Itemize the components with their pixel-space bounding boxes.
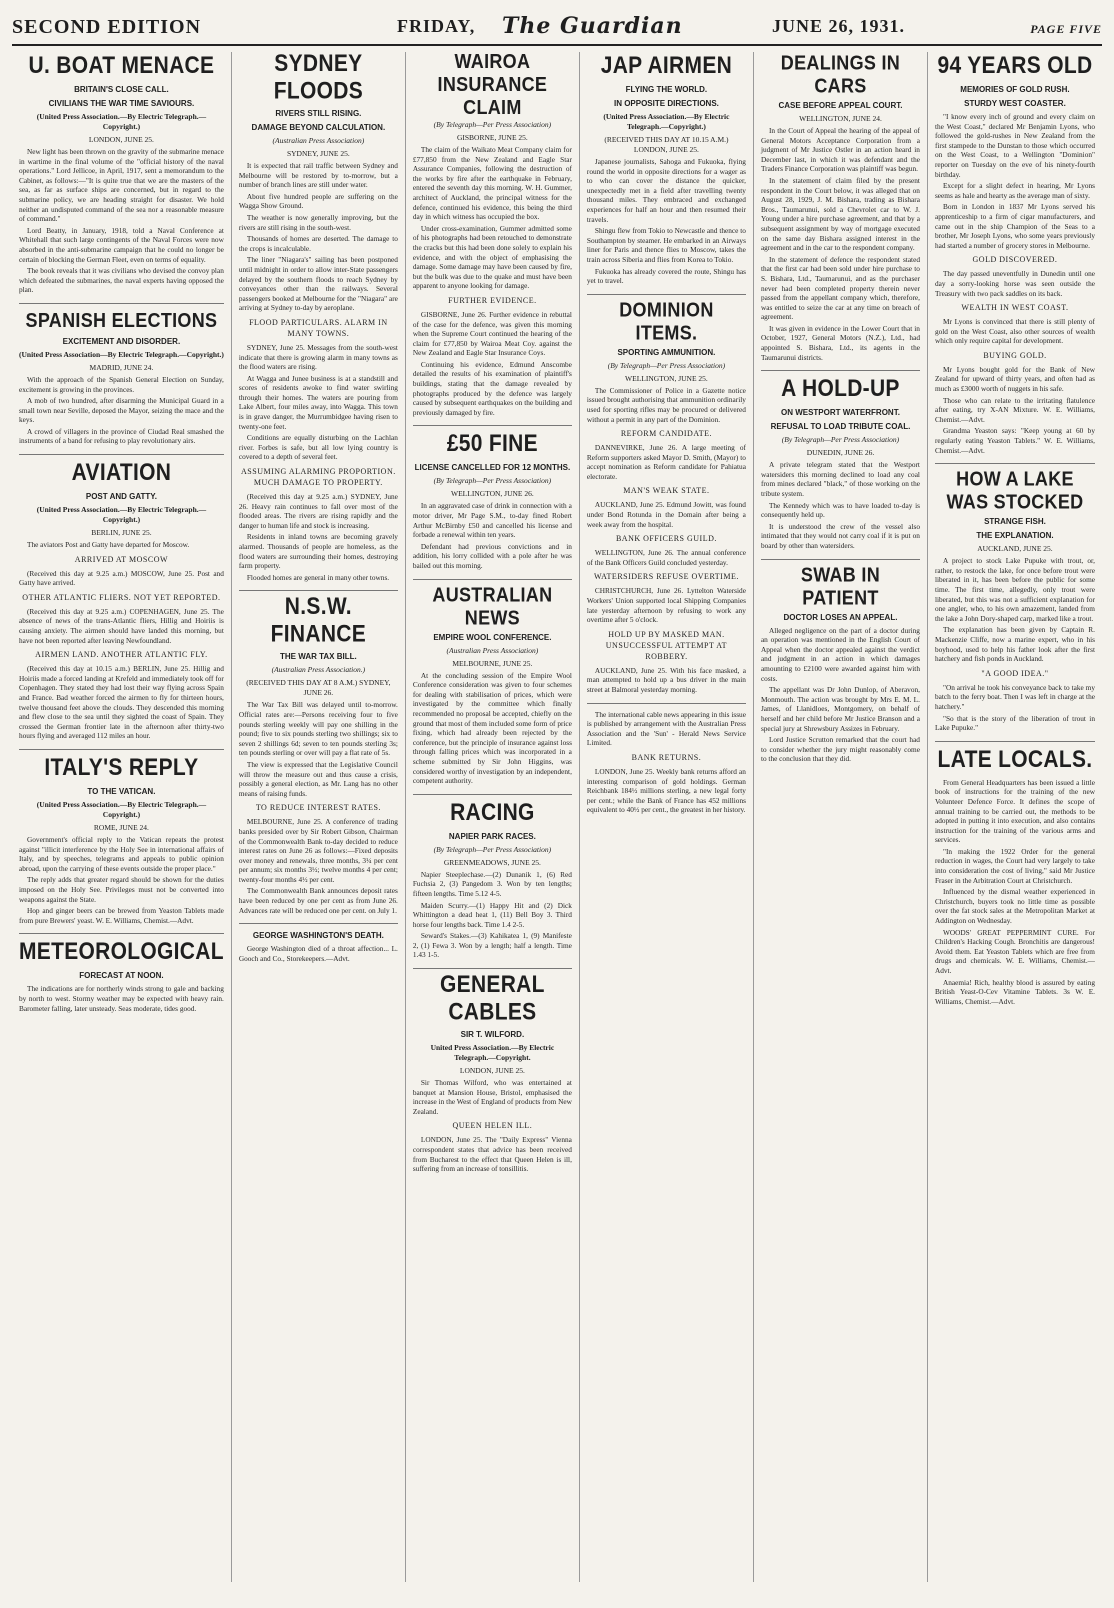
article-paragraph: Alleged negligence on the part of a doctor during an operation was mentioned in the English Court of Appeal when the doctor appealed against the verdict and judgment in an action in which damages amounting to £2100 were awarded against him with costs. — [760, 625, 920, 683]
dateline: SYDNEY, JUNE 25. — [286, 149, 350, 158]
article-paragraph: The day passed uneventfully in Dunedin until one day a sorry-looking horse was seen outside the Treasury with two pack saddles on its back. — [934, 269, 1095, 298]
article-paragraph: In the statement of claim filed by the present respondent in the Court below, it was alleged that on August 28, 1929, J. M. Bishara, trading as Bishara Bros., Taumarunui, sold a Chevrolet car to W. J. Young under a hire purchase agreement, and that by a subsequent assignment by way of mortgage executed on the same day Bishara assigned interest in the agreement and in the car to the respondent company. — [760, 175, 920, 253]
column-1 — [12, 52, 232, 1582]
article-subheading: SPORTING AMMUNITION. — [617, 347, 716, 357]
column-4 — [580, 52, 754, 1582]
article-subheading: MEMORIES OF GOLD RUSH. — [960, 85, 1070, 94]
article — [19, 310, 224, 446]
article-headline: SYDNEY FLOODS — [273, 50, 364, 105]
article-paragraph: Fukuoka has already covered the route, Shingu has yet to travel. — [586, 266, 746, 286]
article-paragraph: From General Headquarters has been issued a little book of instructions for the training of the new Volunteer Defence Force. It defines the scope of annual training to be carried out, the methods to be adopted in putting it into execution, and also contains instruction for the training of the various arms and services. — [934, 777, 1095, 845]
article-paragraph: GISBORNE, June 26. Further evidence in rebuttal of the case for the defence, was given this morning when the Supreme Court continued the hearing of the claim for £77,850 by Wairoa Meat Coy. against the New Zealand and Eagle Star Insurance Coys. — [412, 309, 572, 358]
article-paragraph: CHRISTCHURCH, June 26. Lyttelton Waterside Workers' Union supported local Shipping Companies late yesterday afternoon by refusing to work any overtime after 5 o'clock. — [586, 586, 746, 625]
article-divider — [19, 749, 224, 750]
wire-credit: (By Telegraph—Per Press Association) — [433, 120, 552, 129]
column-2 — [232, 52, 406, 1582]
article — [412, 582, 572, 786]
article-paragraph: At the concluding session of the Empire Wool Conference consideration was given to four schemes for dealing with stabilisation of prices, which were investigated by the committee which finally recommended no proposal be accepted, chiefly on the ground that most of them included some form of price fixing, which had already been rejected by the conference, but the principle of insurance against loss through falling prices which was incorporated in a scheme submitted by Sir John Higgins, was considered worthy of investigation by an independent, competent authority. — [412, 670, 572, 786]
dateline: (RECEIVED THIS DAY AT 8 A.M.) SYDNEY, JUNE 26. — [246, 678, 391, 698]
article-headline: N.S.W. FINANCE — [270, 593, 367, 648]
article-paragraph: It is understood the crew of the vessel also intimated that they would not carry coal if it is put on board by other than watersiders. — [760, 521, 920, 550]
article-headline: RACING — [450, 798, 535, 826]
article-paragraph: The War Tax Bill was delayed until to-morrow. Official rates are:—Persons receiving four to five pounds sterling weekly will pay one shilling in the pound; five to six pounds sterling two shillings; six to seven 2 shillings 6d; seven to ten pounds sterling 3s; ten pounds sterling or over will pay a flat rate of 5s. — [238, 700, 398, 758]
section-subheading: HOLD UP BY MASKED MAN. UNSUCCESSFUL ATTEMPT AT ROBBERY. — [605, 629, 728, 661]
article-divider — [413, 794, 572, 795]
article-paragraph: A crowd of villagers in the province of Ciudad Real smashed the instruments of a band for refusing to play revolutionary airs. — [19, 426, 224, 446]
article-paragraph: Japanese journalists, Sahoga and Fukuoka, flying round the world in opposite directions for a wager as to who can cover the distance the quicker, unexpectedly met in a field after travelling twenty thousand miles. They embraced and exchanged experiences for half an hour and then resumed their travels. — [586, 157, 746, 224]
column-5 — [754, 52, 928, 1582]
article-subheading: EXCITEMENT AND DISORDER. — [62, 336, 181, 346]
wire-credit: (United Press Association.—By Electric Telegraph.—Copyright.) — [36, 112, 207, 131]
section-subheading: FLOOD PARTICULARS. ALARM IN MANY TOWNS. — [249, 317, 388, 338]
article-paragraph: The claim of the Waikato Meat Company claim for £77,850 from the New Zealand and Eagle Star Assurance Companies, following the destruction of the works by fire after the earthquake in February, entered the seventh day this morning. W. H. Gummer, architect of Auckland, the principal witness for the defence, continued his evidence, this being the third day in which witness has occupied the box. — [412, 145, 572, 222]
wire-credit: (United Press Association.—By Electric Telegraph.—Copyright.) — [36, 505, 207, 525]
article-paragraph: (Received this day at 9.25 a.m.) COPENHAGEN, June 25. The absence of news of the trans-Atlantic fliers, Hillig and Hoiriis is causing anxiety. The airmen should have landed this morning, but have not been reported after leaving Newfoundland. — [19, 606, 224, 645]
article-divider — [19, 933, 224, 934]
article-paragraph: The book reveals that it was civilians who devised the convoy plan which defeated the submarines, the naval experts having opposed the plan. — [19, 266, 224, 295]
article-paragraph: "I know every inch of ground and every claim on the West Coast," declared Mr Benjamin Lyons, who followed the gold-rushes in New Zealand from the first stampede to the Dunstan to those which occurred on the West Coast, to a Wellington "Dominion" reporter on Tuesday on the eve of his ninety-fourth birthday. — [934, 112, 1095, 179]
wire-credit: (United Press Association—By Electric Telegraph.—Copyright.) — [19, 349, 224, 359]
article — [19, 461, 224, 741]
masthead — [12, 10, 1102, 46]
article — [239, 930, 398, 963]
article — [587, 54, 746, 286]
article-paragraph: Conditions are equally disturbing on the Lachlan river. Forbes is safe, but all low lying country is covered to a depth of several feet. — [238, 433, 398, 462]
column-3 — [406, 49, 580, 1582]
dateline: LONDON, JUNE 25. — [459, 1066, 525, 1076]
article-paragraph: Flooded homes are general in many other towns. — [246, 572, 390, 582]
article — [761, 377, 920, 550]
article-paragraph: In the statement of defence the respondent stated that the first car had been sold under hire purchase to S. Bishara, Ltd., Taumarunui, and as the purchaser never had been completed property therein never passed from the appellant company which, therefore, was entitled to seize the car at any time on breach of agreement. — [760, 254, 920, 322]
article-paragraph: Shingu flew from Tokio to Newcastle and thence to Southampton by steamer. He embarked in an Airways liner for Paris and thence flies to Moscow, takes the train across Siberia and flies from Korea to Tokio. — [586, 226, 746, 264]
article-headline: ITALY'S REPLY — [44, 754, 199, 781]
article-paragraph: Except for a slight defect in hearing, Mr Lyons seems as hale and hearty as the average man of sixty. — [934, 181, 1095, 200]
article-paragraph: The Commissioner of Police in a Gazette notice issued brought authorising that ammunition ordinarily used for sporting rifles may be procured or delivered without a permit in any part of the Dominion. — [586, 385, 746, 424]
article-subheading: SIR T. WILFORD. — [460, 1030, 525, 1040]
article — [934, 467, 1095, 733]
article-headline: GENERAL CABLES — [440, 971, 545, 1026]
article-subheading: CASE BEFORE APPEAL COURT. — [778, 101, 903, 110]
article-headline: SPANISH ELECTIONS — [25, 308, 218, 332]
section-subheading: AIRMEN LAND. ANOTHER ATLANTIC FLY. — [35, 650, 208, 660]
article-paragraph: Residents in inland towns are becoming gravely alarmed. Thousands of people are homeless, as the flood waters are surrounding their homes, destroying farm property. — [238, 532, 398, 571]
article-paragraph: The aviators Post and Gatty have departed for Moscow. — [27, 540, 190, 550]
article-headline: U. BOAT MENACE — [28, 52, 215, 79]
article-paragraph: The Kennedy which was to have loaded to-day is consequently held up. — [760, 500, 920, 520]
section-subheading: GOLD DISCOVERED. — [972, 255, 1058, 265]
section-subheading: WEALTH IN WEST COAST. — [961, 303, 1069, 313]
article-paragraph: Thousands of homes are deserted. The damage to the crops is incalculable. — [238, 234, 398, 253]
article-paragraph: Defendant had previous convictions and in addition, his lorry collided with a pole after he was bailed out this morning. — [412, 541, 572, 570]
section-subheading: BANK OFFICERS GUILD. — [615, 534, 717, 544]
section-subheading: WATERSIDERS REFUSE OVERTIME. — [593, 572, 739, 582]
section-subheading: ARRIVED AT MOSCOW — [74, 554, 169, 564]
wire-credit: (Australian Press Association) — [446, 645, 539, 655]
article-paragraph: WOODS' GREAT PEPPERMINT CURE. For Children's Hacking Cough. Bronchitis are dangerous! Avoid them. Eat Yeaston Tablets which are free from drugs and chemicals. W. E. Williams, Chemist.—Advt. — [934, 927, 1095, 975]
article-divider — [761, 370, 920, 371]
article-subheading: NAPIER PARK RACES. — [448, 831, 536, 841]
article-divider — [239, 923, 398, 924]
article — [238, 50, 398, 582]
article — [412, 971, 572, 1174]
article-headline: A HOLD-UP — [781, 375, 900, 402]
article-paragraph: About five hundred people are suffering on the Wagga Show Ground. — [238, 191, 398, 211]
wire-credit: (By Telegraph—Per Press Association) — [607, 360, 726, 370]
article-paragraph: Hop and ginger beers can be brewed from Yeaston Tablets made from pure Brewers' yeast. W. E. Williams, Chemist.—Advt. — [19, 906, 224, 925]
article — [934, 745, 1095, 1007]
dateline: (RECEIVED THIS DAY AT 10.15 A.M.) LONDON, JUNE 25. — [604, 135, 729, 154]
article-paragraph: "In making the 1922 Order for the general reduction in wages, the Court had very largely to take into consideration the cost of living," said Mr Justice Fraser in the Arbitration Court at Christchurch. — [934, 846, 1095, 885]
article-paragraph: Those who can relate to the irritating flatulence after eating, try X-AN Mixture. W. E. Williams, Chemist.—Advt. — [934, 395, 1095, 424]
section-subheading: BUYING GOLD. — [983, 350, 1047, 360]
article — [586, 297, 746, 695]
page-number: PAGE FIVE — [1030, 22, 1102, 36]
article-divider — [413, 968, 572, 969]
dateline: AUCKLAND, JUNE 25. — [977, 544, 1053, 554]
article-subheading: THE EXPLANATION. — [976, 531, 1054, 541]
article-paragraph: AUCKLAND, June 25. Edmund Jowitt, was found under Bond Rotunda in the Domain after being a week away from the hospital. — [586, 500, 746, 529]
article-paragraph: Continuing his evidence, Edmund Anscombe detailed the results of his examination of plaintiff's buildings, stating that the damage revealed by photographs produced by the defence was largely caused by subsequent earthquakes on the building and previously damaged by fire. — [412, 359, 572, 417]
article-headline: £50 FINE — [446, 430, 538, 458]
article-paragraph: The liner "Niagara's" sailing has been postponed until midnight in order to allow inter-State passengers delayed by the southern floods to reach Sydney by conveyances other than the railways. Several passengers booked at Melbourne for the "Niagara" are arriving at Sydney to-day by aeroplane. — [238, 255, 398, 313]
article-paragraph: Influenced by the dismal weather experienced in Christchurch, buyers took no little time as possible over the fat stock sales at the Metropolitan Market at Addington on Wednesday. — [934, 887, 1095, 926]
columns-grid — [12, 49, 1102, 1582]
article-subheading: THE WAR TAX BILL. — [280, 652, 357, 662]
section-subheading: OTHER ATLANTIC FLIERS. NOT YET REPORTED. — [22, 592, 221, 602]
article-subheading: TO THE VATICAN. — [87, 786, 156, 796]
article-paragraph: New light has been thrown on the gravity of the submarine menace in wartime in the final volume of the "official history of the naval operations." Lord Jellicoe, in April, 1917, sent a memorandum to the Cabinet, as follows:—"It is quite true that we are the masters of the sea, as far as surface ships are concerned, but in regard to the submarine policy, we are heading straight for disaster. We hold neither an undisputed command of the sea nor a reasonable measure of command." — [19, 147, 224, 224]
article-divider — [413, 425, 572, 426]
section-subheading: BANK RETURNS. — [631, 752, 702, 762]
section-subheading: MAN'S WEAK STATE. — [623, 486, 710, 496]
wire-credit: (Australian Press Association) — [272, 136, 365, 145]
dateline: MADRID, JUNE 24. — [89, 362, 154, 372]
article-paragraph: In the Court of Appeal the hearing of the appeal of General Motors Acceptance Corporation from a judgment of Mr Justice Ostler in an action heard in December last, in which it was defendant and the Traders Finance Corporation was plaintiff was begun. — [760, 126, 920, 174]
article-paragraph: Under cross-examination, Gummer admitted some of his photographs had been retouched to demonstrate the cracks but this had been done solely to explain his evidence, and with the object of emphasising the damage. Some damage may have been caused by fire, but the bulk was due to the quake and must have been apparent to anyone looking for damage. — [412, 223, 572, 291]
article-paragraph: "So that is the story of the liberation of trout in Lake Pupuke." — [934, 713, 1095, 733]
article-subheading: LICENSE CANCELLED FOR 12 MONTHS. — [414, 463, 571, 473]
article — [587, 710, 746, 815]
article-subheading: FLYING THE WORLD. — [625, 85, 708, 94]
article — [19, 54, 224, 295]
article-paragraph: The indications are for northerly winds strong to gale and backing by north to west. Stormy weather may be expected with heavy rain. Barometer falling, later unsteady. Seas moderate, tides good. — [19, 984, 224, 1013]
article-headline: DOMINION ITEMS. — [619, 297, 714, 344]
article-divider — [935, 463, 1095, 464]
dateline: DUNEDIN, JUNE 26. — [806, 448, 875, 458]
article-divider — [239, 590, 398, 591]
article-paragraph: At Wagga and Junee business is at a standstill and scores of residents awoke to find water swirling through their homes. The waters are pouring from Lake Albert, four miles away, into Wagga. This town is in grave danger, the Murrumbidgee having risen to twenty-one feet. — [238, 373, 398, 431]
article-headline: HOW A LAKE WAS STOCKED — [946, 467, 1084, 514]
wire-credit: (United Press Association.—By Electric Telegraph.—Copyright.) — [603, 112, 730, 131]
article-subheading: RIVERS STILL RISING. — [275, 109, 362, 118]
article-paragraph: A project to stock Lake Pupuke with trout, or, rather, to restock the lake, for once before trout were liberated in it, has been before the public for some time. The first time, allegedly, only trout were liberated, but this was not a sufficient explanation for one angler, who, to his own amazement, landed from the lake a John Dory-shaped carp, marked like a trout. — [934, 556, 1095, 623]
issue-date: JUNE 26, 1931. — [772, 16, 906, 36]
article-paragraph: The view is expressed that the Legislative Council will throw the measure out and thus cause a crisis, possibly a general election, as Mr. Lang has no other means of raising funds. — [238, 759, 398, 798]
article-paragraph: The explanation has been given by Captain R. Mackenzie Cliffe, now a marine expert, who in his boyhood, used to help his father look after the first hatchery and fish ponds in Auckland. — [934, 625, 1095, 664]
article-paragraph: WELLINGTON, June 26. The annual conference of the Bank Officers Guild concluded yesterday. — [586, 548, 746, 567]
article-headline: SWAB IN PATIENT — [800, 562, 880, 609]
article-subheading: GEORGE WASHINGTON'S DEATH. — [252, 931, 384, 941]
article-divider — [761, 559, 920, 560]
article — [412, 798, 572, 960]
article-paragraph: (Received this day at 9.25 a.m.) MOSCOW, June 25. Post and Gatty have arrived. — [19, 568, 224, 588]
section-subheading: FURTHER EVIDENCE. — [448, 295, 537, 305]
article-subheading: DAMAGE BEYOND CALCULATION. — [251, 123, 386, 132]
article-headline: 94 YEARS OLD — [937, 52, 1093, 79]
article — [935, 54, 1095, 455]
article — [413, 432, 572, 570]
article-headline: LATE LOCALS. — [937, 745, 1093, 773]
article-paragraph: The weather is now generally improving, but the rivers are still rising in the south-west. — [238, 212, 398, 232]
article-paragraph: AUCKLAND, June 25. With his face masked, a man attempted to hold up a bus driver in the main street at Balmoral yesterday morning. — [586, 665, 746, 694]
article-paragraph: A private telegram stated that the Westport watersiders this morning declined to load any coal from mines declared "black," of those working on the tribute system. — [760, 460, 920, 499]
section-subheading: QUEEN HELEN ILL. — [452, 1121, 533, 1131]
dateline: GREENMEADOWS, JUNE 25. — [443, 857, 541, 867]
article-divider — [587, 294, 746, 295]
article-paragraph: Anaemia! Rich, healthy blood is assured by eating British Yeast-O-Cev Vitamine Tablets. 3s W. E. Williams, Chemist.—Advt. — [934, 977, 1095, 1006]
article-paragraph: Lord Beatty, in January, 1918, told a Naval Conference at Whitehall that such large contingents of the Naval Forces were now absorbed in the anti-submarine campaign that he could no longer be certain of blocking the German Fleet, even on terms of equality. — [19, 225, 224, 264]
dateline: WELLINGTON, JUNE 26. — [451, 489, 534, 499]
wire-credit: (By Telegraph—Per Press Association) — [433, 844, 552, 854]
article-subheading: BRITAIN'S CLOSE CALL. — [74, 85, 169, 94]
article-subheading: ON WESTPORT WATERFRONT. — [780, 408, 900, 418]
article-divider — [935, 741, 1095, 742]
article-paragraph: The reply adds that greater regard should be shown for the duties imposed on the Holy See. Privileges must not be converted into weapons against the State. — [19, 875, 224, 904]
dateline: BERLIN, JUNE 25. — [91, 528, 152, 538]
article-divider — [587, 703, 746, 704]
dateline: WELLINGTON, JUNE 24. — [799, 114, 882, 123]
newspaper-title: The Guardian — [502, 13, 683, 39]
article-paragraph: The appellant was Dr John Dunlop, of Aberavon, Monmouth. The action was brought by Mrs E. M. L. James, of Llanidloes, Montgomery, on behalf of herself and her child before Mr Justice Branson and a special jury at Shrewsbury Assizes in February. — [760, 685, 920, 733]
article-paragraph: With the approach of the Spanish General Election on Sunday, excitement is growing in the provinces. — [19, 374, 224, 394]
article-paragraph: Born in London in 1837 Mr Lyons served his apprenticeship to a firm of cigar manufacturers, and came out in the ship Champion of the Seas to a brother, Mr Joseph Lyons, who some years previously had started a number of grocery stores in Melbourne. — [934, 202, 1095, 250]
section-subheading: "A GOOD IDEA." — [981, 668, 1049, 678]
newspaper-page — [12, 10, 1102, 1588]
article-subheading: IN OPPOSITE DIRECTIONS. — [613, 99, 719, 108]
article — [238, 593, 398, 915]
article-paragraph: DANNEVIRKE, June 26. A large meeting of Reform supporters asked Mayor D. Smith, (Mayor) to accept nomination as Reform candidate for Pahiatua electorate. — [586, 443, 746, 481]
article-paragraph: (Received this day at 9.25 a.m.) SYDNEY, June 26. Heavy rain continues to fall over most of the flooded areas. The rivers are rising rapidly and the danger to human life and stock is increasing. — [238, 492, 398, 530]
article-headline: WAIROA INSURANCE CLAIM — [437, 49, 548, 119]
article-paragraph: (Received this day at 10.15 a.m.) BERLIN, June 25. Hillig and Hoiriis made a forced landing at Krefeld and immediately took off for Copenhagen. They stated they had lost their way flying across Spain and France. Bad weather forced the airmen to fly for thirteen hours, twelve thousand feet above the clouds. They descended this morning and flew close to the sea until they sighted the coast of Spain. They crossed the German frontier late in the afternoon after thirty-two hours flying and averaged 112 miles an hour. — [19, 664, 224, 741]
column-6 — [928, 52, 1102, 1582]
article-paragraph: The international cable news appearing in this issue is published by arrangement with the Australian Press Association and the 'Sun' - Herald News Service Limited. — [586, 709, 746, 748]
dateline: WELLINGTON, JUNE 25. — [625, 373, 708, 383]
article-headline: DEALINGS IN CARS — [780, 51, 901, 97]
article-paragraph: It is expected that rail traffic between Sydney and Melbourne will be restored by to-morrow, but a number of branch lines are still under water. — [238, 161, 398, 190]
dateline: MELBOURNE, JUNE 25. — [452, 658, 533, 668]
article — [412, 49, 572, 417]
article-divider — [413, 579, 572, 580]
dateline: ROME, JUNE 24. — [93, 822, 149, 832]
article-paragraph: Grandma Yeaston says: "Keep young at 60 by regularly eating Yeaston Tablets." W. E. Williams, Chemist.—Advt. — [934, 426, 1095, 455]
article-paragraph: The Commonwealth Bank announces deposit rates have been reduced by one per cent as from June 26. Advances rate will be reduced one per cent. on July 1. — [238, 886, 398, 915]
article-subheading: STURDY WEST COASTER. — [964, 99, 1066, 108]
wire-credit: (By Telegraph—Per Press Association) — [433, 476, 552, 486]
article-subheading: CIVILIANS THE WAR TIME SAVIOURS. — [48, 99, 195, 108]
article-headline: JAP AIRMEN — [600, 52, 733, 79]
article-paragraph: Seward's Stakes.—(3) Kahikatea 1, (9) Manifeste 2, (1) Fewa 3. Won by a length; half a length. Time 1.43 1-5. — [412, 931, 572, 960]
article — [19, 940, 224, 1013]
article-divider — [19, 303, 224, 304]
article-paragraph: Napier Steeplechase.—(2) Dunanik 1, (6) Red Fuchsia 2, (3) Pangedom 3. Won by ten lengths; fifteen lengths. Time 5.12 4-5. — [412, 869, 572, 898]
article-paragraph: SYDNEY, June 25. Messages from the south-west indicate that there is growing alarm in many towns as the flood waters are rising. — [238, 342, 398, 372]
article — [760, 51, 920, 362]
wire-credit: (United Press Association.—By Electric Telegraph.—Copyright.) — [36, 799, 207, 819]
article-subheading: REFUSAL TO LOAD TRIBUTE COAL. — [770, 422, 911, 432]
article-paragraph: George Washington died of a throat affection... L. Gooch and Co., Storekeepers.—Advt. — [238, 944, 398, 963]
wire-credit: United Press Association.—By Electric Telegraph.—Copyright. — [430, 1043, 555, 1063]
article-paragraph: A mob of two hundred, after disarming the Municipal Guard in a small town near Seville, deposed the Mayor, seizing the mace and the keys. — [19, 396, 224, 425]
article-headline: METEOROLOGICAL — [19, 938, 224, 965]
edition-label: SECOND EDITION — [12, 16, 202, 38]
section-subheading: ASSUMING ALARMING PROPORTION. MUCH DAMAGE TO PROPERTY. — [241, 467, 396, 488]
article-paragraph: Sir Thomas Wilford, who was entertained at banquet at Mansion House, Bristol, emphasised the increase in the West of England of products from New Zealand. — [412, 1078, 572, 1116]
article-headline: AUSTRALIAN NEWS — [432, 582, 553, 629]
wire-credit: (By Telegraph—Per Press Association) — [781, 435, 900, 445]
article-divider — [19, 454, 224, 455]
article-paragraph: Mr Lyons bought gold for the Bank of New Zealand for upward of thirty years, and often had as much as £3000 worth of nuggets in his safe. — [934, 364, 1095, 394]
section-subheading: REFORM CANDIDATE. — [620, 429, 712, 439]
article-paragraph: "On arrival he took his conveyance back to take my batch to the ferry boat. Then I was left in charge at the hatchery." — [934, 682, 1095, 711]
article-paragraph: Maiden Scurry.—(1) Happy Hit and (2) Dick Whittington a dead heat 1, (11) Bell Boy 3. Third horse four lengths back. Time 1.4 2-5. — [412, 900, 572, 929]
article-headline: AVIATION — [71, 459, 172, 486]
article-paragraph: It was given in evidence in the Lower Court that in October, 1927, General Motors (N.Z.), Ltd., had appointed S. Bishara, Ltd., its agents in the Taumarunui districts. — [760, 323, 920, 362]
article-paragraph: In an aggravated case of drink in connection with a motor driver, Mr Page S.M., to-day fined Robert Arthur McBirnby £50 and cancelled his license and forbade a renewal within ten years. — [412, 501, 572, 540]
day-label: FRIDAY, — [397, 16, 476, 36]
dateline: GISBORNE, JUNE 25. — [456, 133, 528, 142]
wire-credit: (Australian Press Association.) — [271, 665, 366, 675]
article-subheading: POST AND GATTY. — [85, 492, 157, 502]
article-paragraph: Government's official reply to the Vatican repeats the protest against "illicit interference by the Holy See in international affairs of Italy, and by speeches, telegrams and appeals to public opinion abroad, upon the carrying of these events outside the proper place." — [19, 834, 224, 873]
article-subheading: FORECAST AT NOON. — [79, 971, 164, 981]
article — [19, 756, 224, 925]
dateline: LONDON, JUNE 25. — [88, 135, 154, 144]
article-paragraph: Lord Justice Scrutton remarked that the court had to consider whether the jury might reasonably come to the conclusion that they did. — [760, 735, 920, 764]
article-subheading: STRANGE FISH. — [984, 517, 1046, 527]
article-paragraph: MELBOURNE, June 25. A conference of trading banks presided over by Sir Robert Gibson, Chairman of the Commonwealth Bank to-day decided to reduce interest rates on June 26 as follows:—Fixed deposits over money and renewals, three months, 3¼ per cent per annum; six months 3½; twelve months 4 per cent; twenty-four months 4½ per cent. — [238, 817, 398, 884]
article-paragraph: Mr Lyons is convinced that there is still plenty of gold on the West Coast, also other sources of wealth which only require capital for development. — [934, 317, 1095, 346]
article-paragraph: LONDON, June 25. Weekly bank returns afford an interesting comparison of gold holdings. German Reichbank 184½ millions sterling, a new legal forty per cent.; while the Bank of France has 452 millions equivalent to 40½ per cent., the greatest in her history. — [586, 766, 746, 815]
article-subheading: EMPIRE WOOL CONFERENCE. — [433, 632, 552, 642]
article-paragraph: LONDON, June 25. The "Daily Express" Vienna correspondent states that advice has been received from Bucharest to the effect that Queen Helen is ill, suffering from an increase of tonsillitis. — [412, 1135, 572, 1174]
article — [760, 562, 920, 764]
section-subheading: TO REDUCE INTEREST RATES. — [255, 803, 381, 813]
article-subheading: DOCTOR LOSES AN APPEAL. — [783, 612, 898, 622]
